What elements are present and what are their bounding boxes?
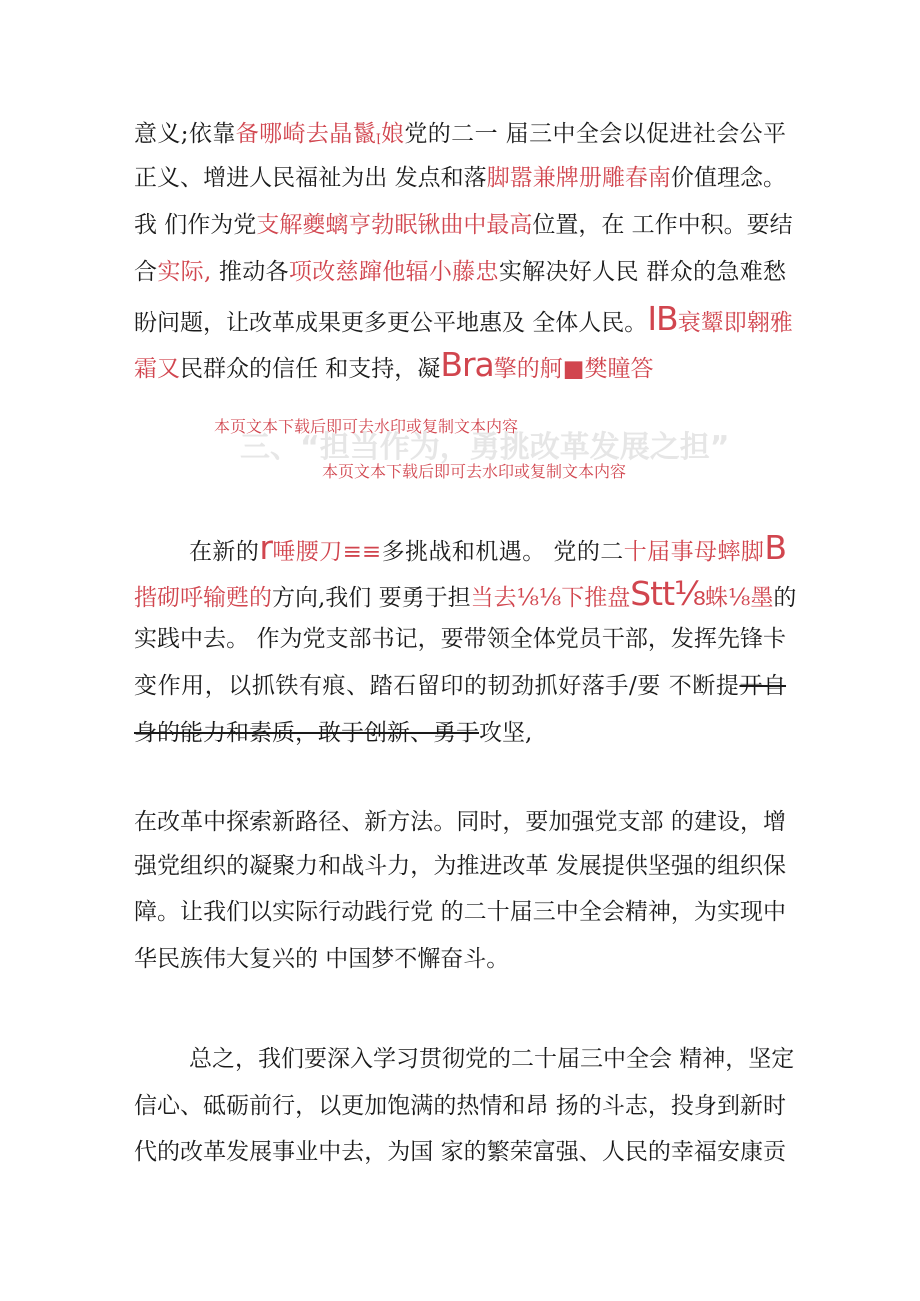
para2-line-4: [134, 664, 786, 708]
text: 合: [134, 259, 158, 285]
para4-line-1: 总之，我们要深入学习贯彻党的二十届三中全会 精神，坚定: [189, 1046, 795, 1072]
text: 在新的: [189, 539, 260, 565]
garbled-text: IB: [647, 299, 678, 338]
garbled-text: 揩砌呼输甦的: [134, 585, 272, 611]
para3-line-2: 强党组织的凝聚力和战斗力，为推进改革 发展提供坚强的组织保: [134, 853, 786, 879]
para1-line-2: [134, 156, 786, 200]
garbled-text: 娘: [380, 121, 405, 147]
garbled-text: ꞁ: [376, 129, 381, 145]
text: 的: [773, 585, 797, 611]
garbled-text: 蛛⅛墨: [705, 585, 774, 611]
text: 意义;依靠: [134, 121, 236, 147]
para3-line-4: 华民族伟大复兴的 中国梦不懈奋斗。: [134, 946, 510, 972]
text: 推动各: [211, 259, 289, 285]
garbled-text: B: [764, 528, 787, 567]
para4-line-3: 代的改革发展事业中去，为国 家的繁荣富强、人民的幸福安康贡: [134, 1139, 786, 1165]
para2-line-1: [189, 526, 786, 570]
text: 我 们作为党: [134, 212, 257, 238]
section-heading: 三、“担当作为，勇挑改革发展之担”: [240, 430, 730, 465]
garbled-text: 脚嚣兼牌册雕春南: [486, 165, 671, 191]
text: 方向,我们 要勇于担: [272, 585, 471, 611]
garbled-text: 霜又: [134, 356, 180, 382]
para2-line-5: [134, 711, 786, 755]
text: 多挑战和机遇。 党的二: [381, 539, 624, 565]
garbled-text: 当去⅛⅛下推盘: [470, 585, 631, 611]
strikethrough-text: 开自: [739, 673, 787, 699]
para4-line-2: 信心、砥砺前行，以更加饱满的热情和昂 扬的斗志，投身到新时: [134, 1093, 786, 1119]
garbled-text: Bra: [440, 345, 494, 384]
para3-line-3: 障。让我们以实际行动践行党 的二十届三中全会精神，为实现中: [134, 899, 786, 925]
garbled-text: 备哪崎去晶鬣: [235, 121, 377, 147]
garbled-text: r: [259, 528, 272, 567]
text: 正义、增进人民福祉为出 发点和落: [134, 165, 487, 191]
text: 民群众的信任 和支持，凝: [180, 356, 441, 382]
text: 价值理念。: [670, 165, 787, 191]
watermark-top: 本页文本下载后即可去水印或复制文本内容: [214, 417, 519, 436]
para1-line-6: [134, 343, 786, 387]
strikethrough-text: 身的能力和素质，敢于创新、勇于: [134, 720, 479, 746]
garbled-text: 衰颦即翱雅: [677, 310, 793, 336]
para2-line-3: 实践中去。 作为党支部书记，要带领全体党员干部，发挥先锋卡: [134, 626, 786, 652]
text: 位置，在 工作中积。要结: [532, 212, 793, 238]
para1-line-4: [134, 250, 786, 294]
text: 党的二一 届三中全会以促进社会公平: [404, 121, 787, 147]
garbled-text: Stt⅛: [630, 574, 706, 613]
garbled-text: 唾腰刀≡≡: [271, 539, 382, 565]
text: 盼问题，让改革成果更多更公平地惠及 全体人民。: [134, 310, 648, 336]
para1-line-1: [134, 112, 786, 156]
para1-line-5: [134, 297, 793, 341]
text: 变作用，以抓铁有痕、踏石留印的韧劲抓好落手/要 不断提: [134, 673, 740, 699]
para2-line-2: [134, 572, 797, 616]
text: 攻坚,: [479, 720, 533, 746]
garbled-text: 实际,: [157, 259, 212, 285]
garbled-text: 支解夔螭亨勃眠锹曲中最高: [256, 212, 533, 238]
para1-line-3: [134, 203, 793, 247]
garbled-text: 擎的舸■樊瞳答: [493, 356, 654, 382]
para3-line-1: 在改革中探索新路径、新方法。同时，要加强党支部 的建设，增: [134, 809, 786, 835]
watermark-bottom: 本页文本下载后即可去水印或复制文本内容: [322, 462, 627, 481]
text: 实解决好人民 群众的急难愁: [498, 259, 787, 285]
garbled-text: 项改慈蹿他辐小藤忠: [288, 259, 499, 285]
garbled-text: 十届事母蟀脚: [623, 539, 765, 565]
